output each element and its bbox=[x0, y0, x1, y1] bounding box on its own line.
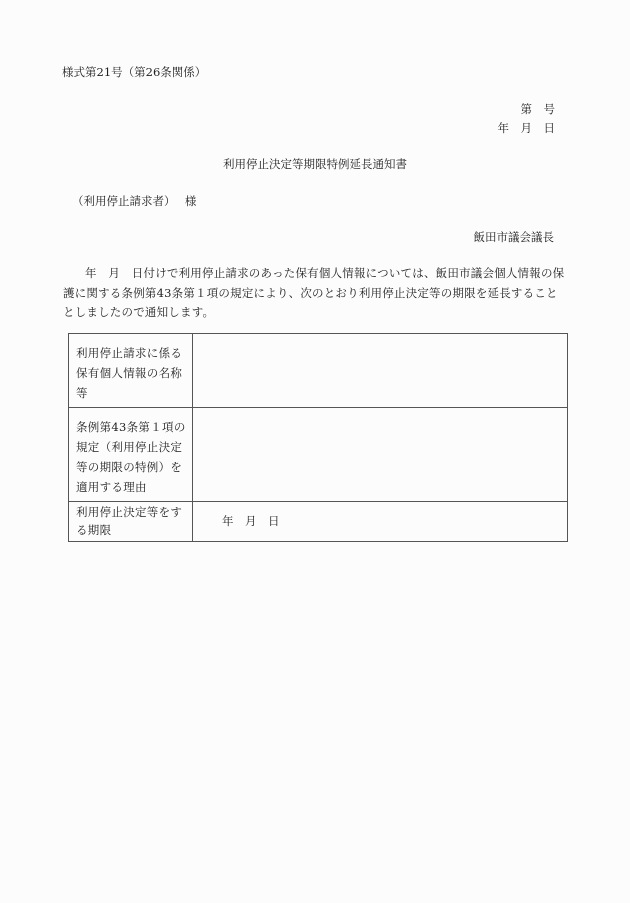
body-paragraph: 年 月 日付けで利用停止請求のあった保有個人情報については、飯田市議会個人情報の保護に関する条例第43条第１項の規定により、次のとおり利用停止決定等の期限を延長することとしましたので通知します。 bbox=[63, 266, 565, 319]
document-date: 年 月 日 bbox=[497, 121, 555, 135]
form-number: 様式第21号（第26条関係） bbox=[62, 65, 207, 79]
row-value-reason[interactable] bbox=[193, 408, 568, 502]
row-value-deadline[interactable]: 年 月 日 bbox=[193, 502, 568, 542]
info-table bbox=[68, 333, 568, 542]
document-title: 利用停止決定等期限特例延長通知書 bbox=[223, 157, 407, 171]
row-label-reason: 条例第43条第１項の規定（利用停止決定等の期限の特例）を適用する理由 bbox=[69, 408, 193, 502]
table-row bbox=[69, 502, 568, 542]
table-row bbox=[69, 334, 568, 408]
addressee: （利用停止請求者） 様 bbox=[72, 194, 197, 208]
sender: 飯田市議会議長 bbox=[473, 230, 554, 244]
row-label-deadline: 利用停止決定等をする期限 bbox=[69, 502, 193, 542]
row-value-info-name[interactable] bbox=[193, 334, 568, 408]
row-label-info-name: 利用停止請求に係る保有個人情報の名称等 bbox=[69, 334, 193, 408]
document-number: 第 号 bbox=[520, 102, 555, 116]
table-row bbox=[69, 408, 568, 502]
